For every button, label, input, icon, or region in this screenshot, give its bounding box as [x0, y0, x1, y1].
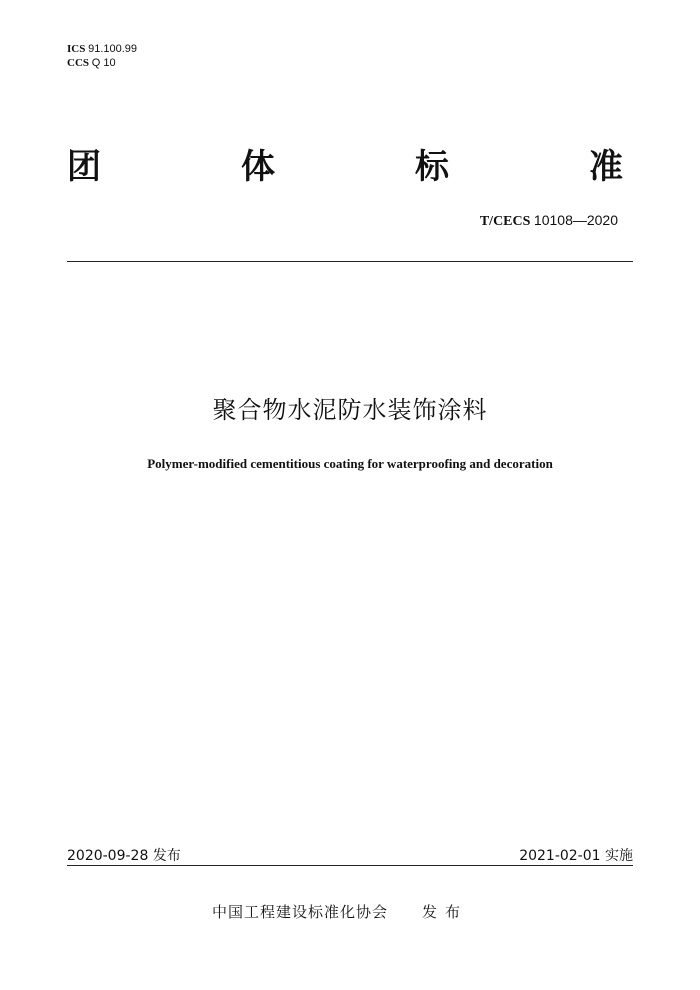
ccs-code: Q 10: [91, 57, 116, 69]
publisher-line: [212, 901, 468, 922]
ics-code: 91.100.99: [88, 43, 138, 55]
standard-type-char: 准: [589, 146, 623, 187]
standard-type-heading: [67, 138, 623, 188]
standard-number: [480, 212, 618, 230]
ccs-label: CCS: [67, 57, 90, 69]
publisher-action: 发布: [422, 903, 469, 921]
standard-number-prefix: T/CECS: [479, 214, 531, 229]
standard-number-value: 10108—2020: [533, 212, 618, 228]
standard-type-char: 体: [241, 146, 275, 187]
bottom-divider: [67, 865, 633, 866]
document-title-english: Polymer-modified cementitious coating for waterproofing and decoration: [147, 456, 553, 471]
standard-type-char: 标: [415, 146, 449, 187]
classification-codes: [67, 42, 137, 70]
issue-date: 2020-09-28 发布: [67, 848, 181, 864]
top-divider: [67, 261, 633, 262]
publisher-organization: 中国工程建设标准化协会: [212, 903, 389, 921]
ics-line: [67, 42, 137, 56]
document-title-chinese: 聚合物水泥防水装饰涂料: [212, 396, 488, 424]
ics-label: ICS: [67, 43, 86, 55]
standard-type-char: 团: [67, 146, 101, 187]
implementation-date: 2021-02-01 实施: [519, 848, 633, 864]
ccs-line: [67, 56, 137, 70]
